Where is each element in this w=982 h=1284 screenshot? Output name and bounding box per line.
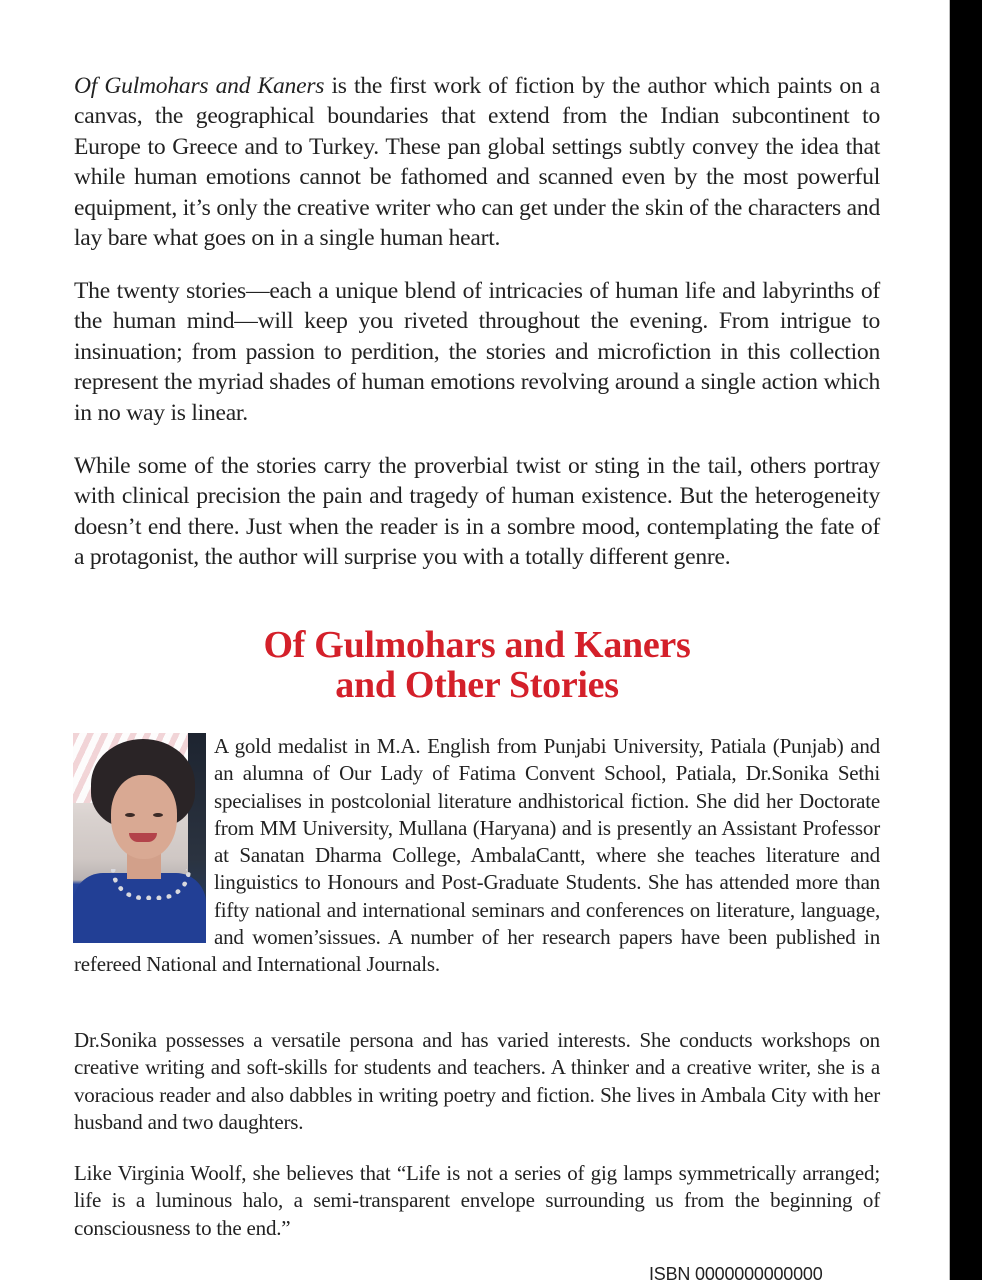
- blurb-paragraph-3: While some of the stories carry the proverbial twist or sting in the tail, others portray with clinical precision the pain and tragedy of human existence. But the heterogeneity doesn’t end there. Just when the reader is in a sombre mood, contemplating the fate of a protagonist, the author will surprise you with a totally different genre.: [74, 453, 880, 571]
- book-title-line-2: and Other Stories: [335, 664, 619, 706]
- blurb-title-italic: Of Gulmohars and Kaners: [74, 73, 325, 99]
- book-title: [74, 625, 880, 705]
- photo-text-wrap-spacer: [74, 733, 214, 951]
- author-bio-paragraph-1: [74, 733, 880, 979]
- blurb-paragraph-2: The twenty stories—each a unique blend of intricacies of human life and labyrinths of the human mind—will keep you riveted throughout the evening. From intrigue to insinuation; from passion to perdition, the stories and microfiction in this collection represent the myriad shades of human emotions revolving around a single action which in no way is linear.: [74, 278, 880, 426]
- page-edge-strip: [949, 0, 982, 1280]
- book-title-line-1: Of Gulmohars and Kaners: [263, 624, 691, 666]
- author-bio-paragraph-3: Like Virginia Woolf, she believes that “Life is not a series of gig lamps symmetrically arranged; life is a luminous halo, a semi-transparent envelope surrounding us from the beginning of consciousness to the end.”: [74, 1161, 880, 1240]
- blurb-paragraph-1: [74, 71, 880, 253]
- author-bio-paragraph-2: Dr.Sonika possesses a versatile persona and has varied interests. She conducts workshops on creative writing and soft-skills for students and teachers. A thinker and a creative writer, she is a voracious reader and also dabbles in writing poetry and fiction. She lives in Ambala City with her husband and two daughters.: [74, 1028, 880, 1134]
- blurb-paragraph-1-text: is the first work of fiction by the author which paints on a canvas, the geographical boundaries that extend from the Indian subcontinent to Europe to Greece and to Turkey. These pan global settings subtly convey the idea that while human emotions cannot be fathomed and scanned even by the most powerful equipment, it’s only the creative writer who can get under the skin of the characters and lay bare what goes on in a single human heart.: [74, 73, 880, 252]
- isbn-label: ISBN 0000000000000: [649, 1264, 823, 1284]
- author-bio-1-text: A gold medalist in M.A. English from Punjabi University, Patiala (Punjab) and an alumna of Our Lady of Fatima Convent School, Patiala, Dr.Sonika Sethi specialises in postcolonial literature andhistorical fiction. She did her Doctorate from MM University, Mullana (Haryana) and is presently an Assistant Professor at Sanatan Dharma College, AmbalaCantt, where she teaches literature and linguistics to Honours and Post-Graduate Students. She has attended more than fifty national and international seminars and conferences on literature, language, and women’sissues. A number of her research papers have been published in refereed National and International Journals.: [74, 734, 880, 977]
